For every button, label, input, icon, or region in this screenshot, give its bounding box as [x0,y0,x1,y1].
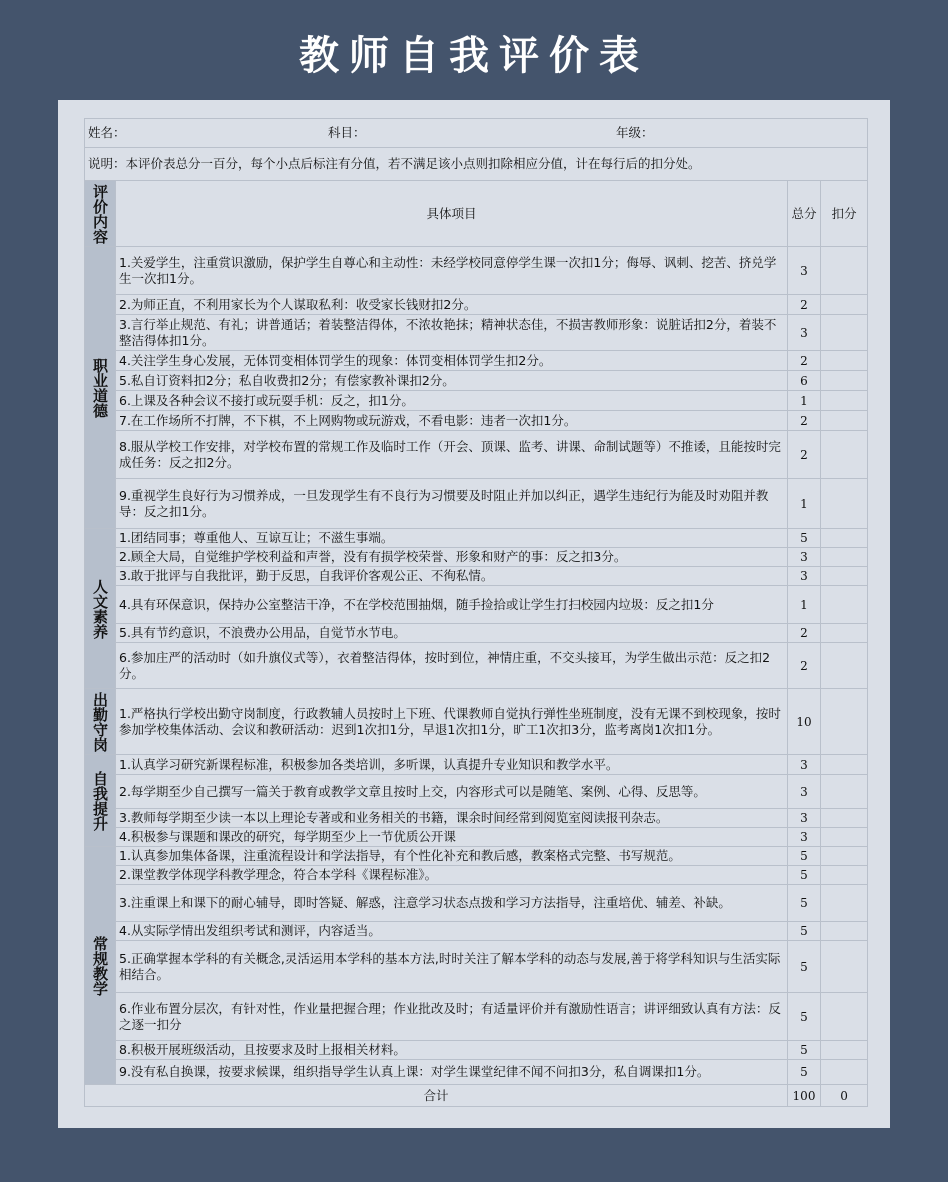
item-score: 5 [788,847,821,866]
deduct-input[interactable] [821,315,868,351]
item-text: 3.言行举止规范、有礼；讲普通话；着装整洁得体，不浓妆艳抹；精神状态佳，不损害教师形象：说脏话扣2分，着装不整洁得体扣1分。 [116,315,788,351]
deduct-input[interactable] [821,755,868,775]
section-category: 职业道德 [85,358,115,418]
item-score: 3 [788,247,821,295]
item-score: 2 [788,431,821,479]
table-row [85,1041,868,1060]
evaluation-table [84,118,868,1107]
table-row [85,295,868,315]
item-text: 2.顾全大局，自觉维护学校利益和声誉，没有有损学校荣誉、形象和财产的事：反之扣3分。 [116,548,788,567]
item-text: 3.教师每学期至少读一本以上理论专著或和业务相关的书籍，课余时间经常到阅览室阅读报刊杂志。 [116,809,788,828]
header-item: 具体项目 [116,181,788,247]
item-score: 5 [788,993,821,1041]
item-text: 3.敢于批评与自我批评，勤于反思，自我评价客观公正、不徇私情。 [116,567,788,586]
deduct-input[interactable] [821,411,868,431]
item-text: 6.作业布置分层次，有针对性，作业量把握合理；作业批改及时；有适量评价并有激励性语言；讲评细致认真有方法：反之逐一扣分 [116,993,788,1041]
item-score: 3 [788,755,821,775]
table-row [85,479,868,529]
item-score: 5 [788,922,821,941]
item-text: 7.在工作场所不打牌，不下棋，不上网购物或玩游戏，不看电影：违者一次扣1分。 [116,411,788,431]
table-row [85,351,868,371]
item-score: 5 [788,1041,821,1060]
item-text: 9.重视学生良好行为习惯养成，一旦发现学生有不良行为习惯要及时阻止并加以纠正，遇学生违纪行为能及时劝阻并教导：反之扣1分。 [116,479,788,529]
note-row [85,148,868,181]
item-text: 8.积极开展班级活动，且按要求及时上报相关材料。 [116,1041,788,1060]
deduct-input[interactable] [821,586,868,624]
deduct-input[interactable] [821,391,868,411]
deduct-input[interactable] [821,247,868,295]
item-score: 5 [788,1060,821,1085]
item-score: 2 [788,295,821,315]
item-score: 1 [788,391,821,411]
header-row [85,181,868,247]
info-row [85,119,868,148]
section-category: 自我提升 [85,771,115,831]
item-text: 1.团结同事；尊重他人、互谅互让；不滋生事端。 [116,529,788,548]
total-label: 合计 [85,1085,788,1107]
table-row [85,567,868,586]
table-row [85,371,868,391]
item-score: 2 [788,624,821,643]
item-text: 5.正确掌握本学科的有关概念,灵活运用本学科的基本方法,时时关注了解本学科的动态与发展,善于将学科知识与生活实际相结合。 [116,941,788,993]
deduct-input[interactable] [821,689,868,755]
item-text: 2.为师正直，不利用家长为个人谋取私利：收受家长钱财扣2分。 [116,295,788,315]
note-text: 说明：本评价表总分一百分，每个小点后标注有分值，若不满足该小点则扣除相应分值，计在每行后的扣分处。 [85,148,868,181]
deduct-input[interactable] [821,993,868,1041]
item-score: 5 [788,885,821,922]
deduct-input[interactable] [821,847,868,866]
table-row [85,775,868,809]
table-row [85,941,868,993]
subject-field[interactable]: 科目： [328,125,366,140]
item-score: 3 [788,315,821,351]
deduct-input[interactable] [821,828,868,847]
deduct-input[interactable] [821,351,868,371]
deduct-input[interactable] [821,809,868,828]
item-score: 10 [788,689,821,755]
page-title: 教师自我评价表 [299,33,649,79]
item-score: 5 [788,941,821,993]
table-row [85,809,868,828]
item-text: 5.具有节约意识，不浪费办公用品，自觉节水节电。 [116,624,788,643]
item-text: 8.服从学校工作安排，对学校布置的常规工作及临时工作（开会、顶课、监考、讲课、命制试题等）不推诿，且能按时完成任务：反之扣2分。 [116,431,788,479]
item-score: 1 [788,479,821,529]
table-row [85,411,868,431]
item-score: 6 [788,371,821,391]
item-score: 5 [788,529,821,548]
header-category: 评价内容 [85,184,115,244]
item-text: 2.每学期至少自己撰写一篇关于教育或教学文章且按时上交，内容形式可以是随笔、案例、心得、反思等。 [116,775,788,809]
table-row [85,643,868,689]
table-row [85,755,868,775]
table-row [85,847,868,866]
deduct-input[interactable] [821,624,868,643]
item-score: 2 [788,411,821,431]
deduct-input[interactable] [821,479,868,529]
item-text: 1.关爱学生，注重赏识激励，保护学生自尊心和主动性：未经学校同意停学生课一次扣1分；侮辱、讽刺、挖苦、挤兑学生一次扣1分。 [116,247,788,295]
section-category: 出勤守岗 [85,692,115,752]
deduct-input[interactable] [821,1060,868,1085]
deduct-input[interactable] [821,775,868,809]
total-deduct[interactable]: 0 [821,1085,868,1107]
section-category: 常规教学 [85,936,115,996]
grade-field[interactable]: 年级： [616,125,654,140]
deduct-input[interactable] [821,885,868,922]
item-text: 6.上课及各种会议不接打或玩耍手机：反之，扣1分。 [116,391,788,411]
header-deduct: 扣分 [821,181,868,247]
table-row [85,548,868,567]
item-text: 9.没有私自换课，按要求候课，组织指导学生认真上课：对学生课堂纪律不闻不问扣3分，私自调课扣1分。 [116,1060,788,1085]
item-text: 5.私自订资料扣2分；私自收费扣2分；有偿家教补课扣2分。 [116,371,788,391]
table-row [85,624,868,643]
section-category: 人文素养 [85,579,115,639]
item-text: 4.从实际学情出发组织考试和测评，内容适当。 [116,922,788,941]
total-row [85,1085,868,1107]
item-text: 4.具有环保意识，保持办公室整洁干净，不在学校范围抽烟，随手捡拾或让学生打扫校园内垃圾：反之扣1分 [116,586,788,624]
item-score: 3 [788,828,821,847]
table-row [85,885,868,922]
deduct-input[interactable] [821,866,868,885]
item-score: 3 [788,809,821,828]
table-row [85,828,868,847]
deduct-input[interactable] [821,922,868,941]
deduct-input[interactable] [821,548,868,567]
name-field[interactable]: 姓名： [88,125,126,140]
item-text: 1.认真参加集体备课，注重流程设计和学法指导，有个性化补充和教后感，教案格式完整、书写规范。 [116,847,788,866]
deduct-input[interactable] [821,529,868,548]
table-row [85,247,868,295]
table-row [85,431,868,479]
table-row [85,922,868,941]
table-row [85,1060,868,1085]
item-text: 2.课堂教学体现学科教学理念，符合本学科《课程标准》。 [116,866,788,885]
total-score: 100 [788,1085,821,1107]
item-text: 6.参加庄严的活动时（如升旗仪式等），衣着整洁得体，按时到位，神情庄重，不交头接耳，为学生做出示范：反之扣2分。 [116,643,788,689]
deduct-input[interactable] [821,567,868,586]
item-score: 3 [788,775,821,809]
table-row [85,391,868,411]
item-text: 4.积极参与课题和课改的研究，每学期至少上一节优质公开课 [116,828,788,847]
table-row [85,689,868,755]
deduct-input[interactable] [821,371,868,391]
deduct-input[interactable] [821,1041,868,1060]
table-row [85,586,868,624]
deduct-input[interactable] [821,941,868,993]
table-row [85,866,868,885]
item-score: 3 [788,567,821,586]
deduct-input[interactable] [821,431,868,479]
item-text: 1.认真学习研究新课程标准，积极参加各类培训，多听课，认真提升专业知识和教学水平。 [116,755,788,775]
item-text: 3.注重课上和课下的耐心辅导，即时答疑、解惑，注意学习状态点拨和学习方法指导，注重培优、辅差、补缺。 [116,885,788,922]
item-score: 3 [788,548,821,567]
table-row [85,993,868,1041]
deduct-input[interactable] [821,295,868,315]
item-score: 2 [788,351,821,371]
table-row [85,315,868,351]
deduct-input[interactable] [821,643,868,689]
header-total: 总分 [788,181,821,247]
item-score: 5 [788,866,821,885]
table-row [85,529,868,548]
item-text: 1.严格执行学校出勤守岗制度，行政教辅人员按时上下班、代课教师自觉执行弹性坐班制度，没有无课不到校现象，按时参加学校集体活动、会议和教研活动：迟到1次扣1分，早退1次扣1分，旷工1次扣3分，监考离岗1次扣1分。 [116,689,788,755]
item-score: 2 [788,643,821,689]
item-score: 1 [788,586,821,624]
item-text: 4.关注学生身心发展，无体罚变相体罚学生的现象：体罚变相体罚学生扣2分。 [116,351,788,371]
